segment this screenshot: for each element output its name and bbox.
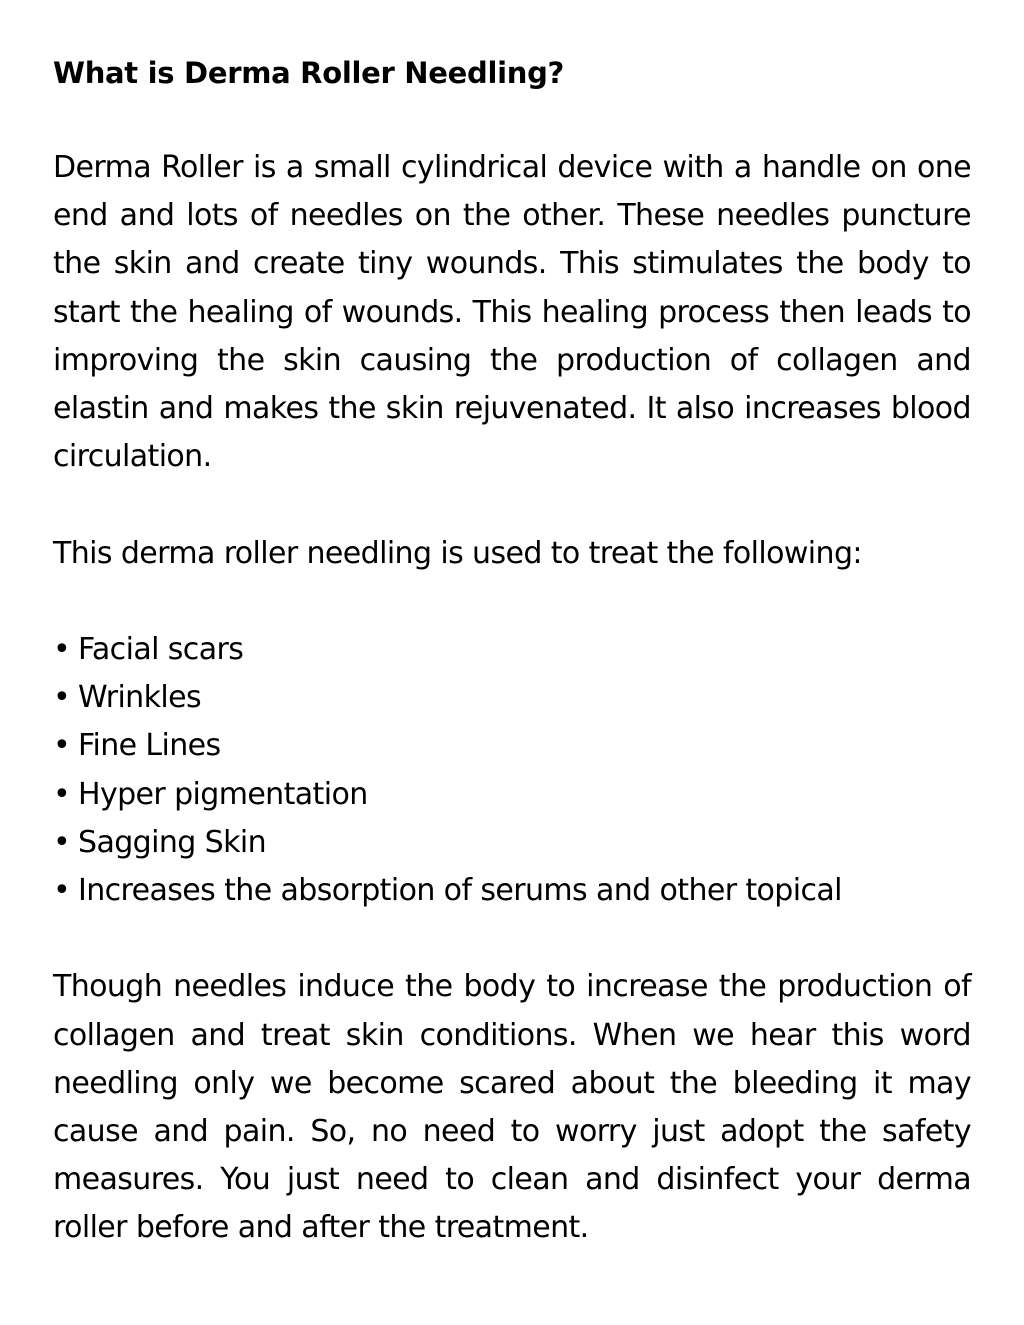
list-item-text: Sagging Skin [78,824,267,860]
list-item [53,626,971,674]
spacer [53,481,971,529]
bullet-icon: • [53,728,71,764]
bullet-icon: • [53,873,71,909]
bullet-icon: • [53,776,71,812]
list-item-text: Increases the absorption of serums and other topical [78,873,842,909]
list-item-text: Wrinkles [78,680,201,716]
treatment-list [53,626,971,915]
treatment-intro: This derma roller needling is used to treat the following: [53,535,862,571]
list-item [53,819,971,867]
bullet-icon: • [53,632,71,667]
spacer [53,578,971,626]
spacer [53,100,971,144]
list-item-text: Fine Lines [78,728,221,764]
list-item [53,771,971,819]
list-item [53,674,971,722]
document-page [53,46,971,1253]
bullet-icon: • [53,824,71,860]
list-item [53,722,971,770]
list-item [53,867,971,915]
bullet-icon: • [53,680,71,716]
document-title: What is Derma Roller Needling? [53,56,565,90]
list-item-text: Facial scars [78,632,244,667]
spacer [53,915,971,963]
safety-paragraph: Though needles induce the body to increase the production of collagen and treat skin conditions. When we hear this word needling only we become scared about the bleeding it may cause and pain. So, no need to worry just adopt the safety measures. You just need to clean and disinfect your derma roller before and after the treatment. [53,969,971,1246]
list-item-text: Hyper pigmentation [78,776,368,812]
intro-paragraph: Derma Roller is a small cylindrical device with a handle on one end and lots of needles on the other. These needles puncture the skin and create tiny wounds. This stimulates the body to start the healing of wounds. This healing process then leads to improving the skin causing the production of collagen and elastin and makes the skin rejuvenated. It also increases blood circulation. [53,150,971,475]
